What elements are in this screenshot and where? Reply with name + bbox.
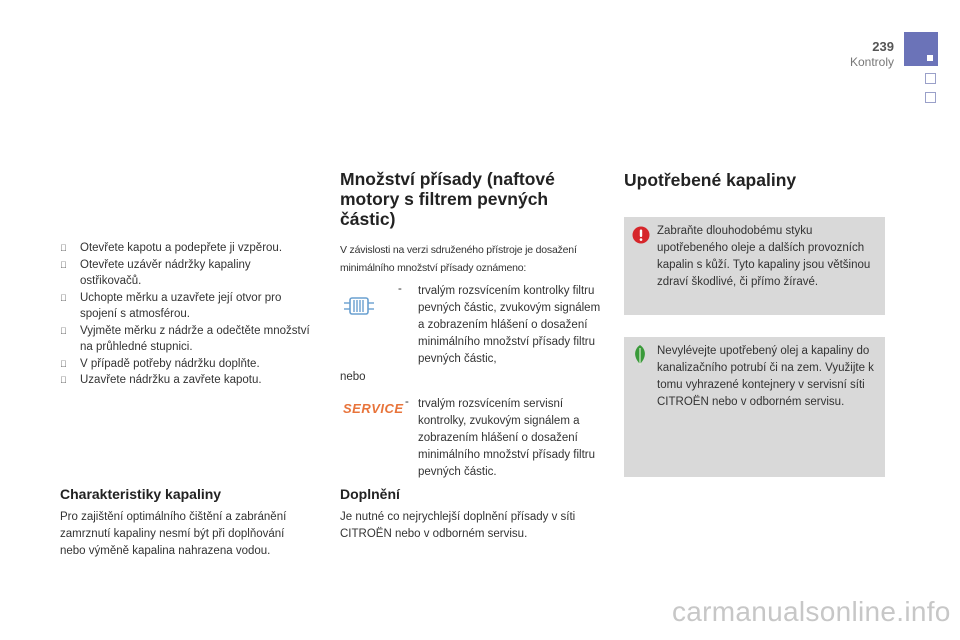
list-item: Vyjměte měrku z nádrže a odečtěte množství na průhledné stupnici. (60, 323, 310, 356)
section-title: Kontroly (849, 55, 894, 69)
warning-icon (632, 226, 650, 244)
additive-intro-text: V závislosti na verzi sdruženého přístroje je dosažení minimálního množství přísady oznámeno: (340, 244, 577, 274)
warning-box (624, 217, 885, 315)
chapter-tab-active (904, 32, 938, 66)
additive-item-service: trvalým rozsvícením servisní kontrolky, zvukovým signálem a zobrazením hlášení o dosažení minimálního množství přísady filtru pevných částic. (418, 398, 596, 478)
list-item: Uchopte měrku a uzavřete její otvor pro spojení s atmosférou. (60, 290, 310, 323)
checkbox-bullet-icon (60, 290, 67, 307)
list-item: Uzavřete nádržku a zavřete kapotu. (60, 372, 310, 389)
environment-box (624, 337, 885, 477)
fluid-characteristics-text: Pro zajištění optimálního čištění a zabránění zamrznutí kapaliny nesmí být při doplňování nebo výměně kapalina nahrazena vodou. (60, 511, 287, 557)
refill-text: Je nutné co nejrychlejší doplnění přísady v síti CITROËN nebo v odborném servisu. (340, 511, 576, 540)
checkbox-bullet-icon (60, 240, 67, 257)
list-dash: - (398, 283, 402, 295)
environment-text: Nevylévejte upotřebený olej a kapaliny do kanalizačního potrubí či na zem. Využijte k tomu vyhrazené kontejnery v servisní síti CITROËN nebo v odborném servisu. (657, 345, 874, 408)
page-number: 239 (872, 39, 894, 54)
particle-filter-warning-icon (343, 294, 375, 318)
chapter-tab (925, 73, 936, 84)
list-dash: - (405, 396, 409, 408)
additive-item-filter: trvalým rozsvícením kontrolky filtru pevných částic, zvukovým signálem a zobrazením hlášení o dosažení minimálního množství přísady filtru pevných částic, (418, 285, 601, 365)
list-item: Otevřete uzávěr nádržky kapaliny ostřikovačů. (60, 257, 310, 290)
service-warning-icon: SERVICE (343, 401, 404, 416)
checkbox-bullet-icon (60, 257, 67, 274)
used-fluids-heading: Upotřebené kapaliny (624, 170, 797, 190)
warning-text: Zabraňte dlouhodobému styku upotřebeného oleje a dalších provozních kapalin s kůží. Tyto kapaliny jsou většinou zdraví škodlivé, či přímo žíravé. (657, 225, 871, 288)
checkbox-bullet-icon (60, 356, 67, 373)
checkbox-bullet-icon (60, 372, 67, 389)
additive-quantity-heading: Množství přísady (naftové motory s filtrem pevných částic) (340, 169, 555, 229)
fluid-characteristics-heading: Charakteristiky kapaliny (60, 486, 222, 502)
refill-heading: Doplnění (340, 486, 400, 502)
or-text: nebo (340, 371, 366, 383)
checkbox-bullet-icon (60, 323, 67, 340)
chapter-tab (925, 92, 936, 103)
list-item: Otevřete kapotu a podepřete ji vzpěrou. (60, 240, 310, 257)
watermark: carmanualsonline.info (672, 596, 951, 627)
steps-list (60, 240, 310, 389)
environment-leaf-icon (632, 344, 648, 366)
list-item: V případě potřeby nádržku doplňte. (60, 356, 310, 373)
tab-marker (927, 55, 933, 61)
